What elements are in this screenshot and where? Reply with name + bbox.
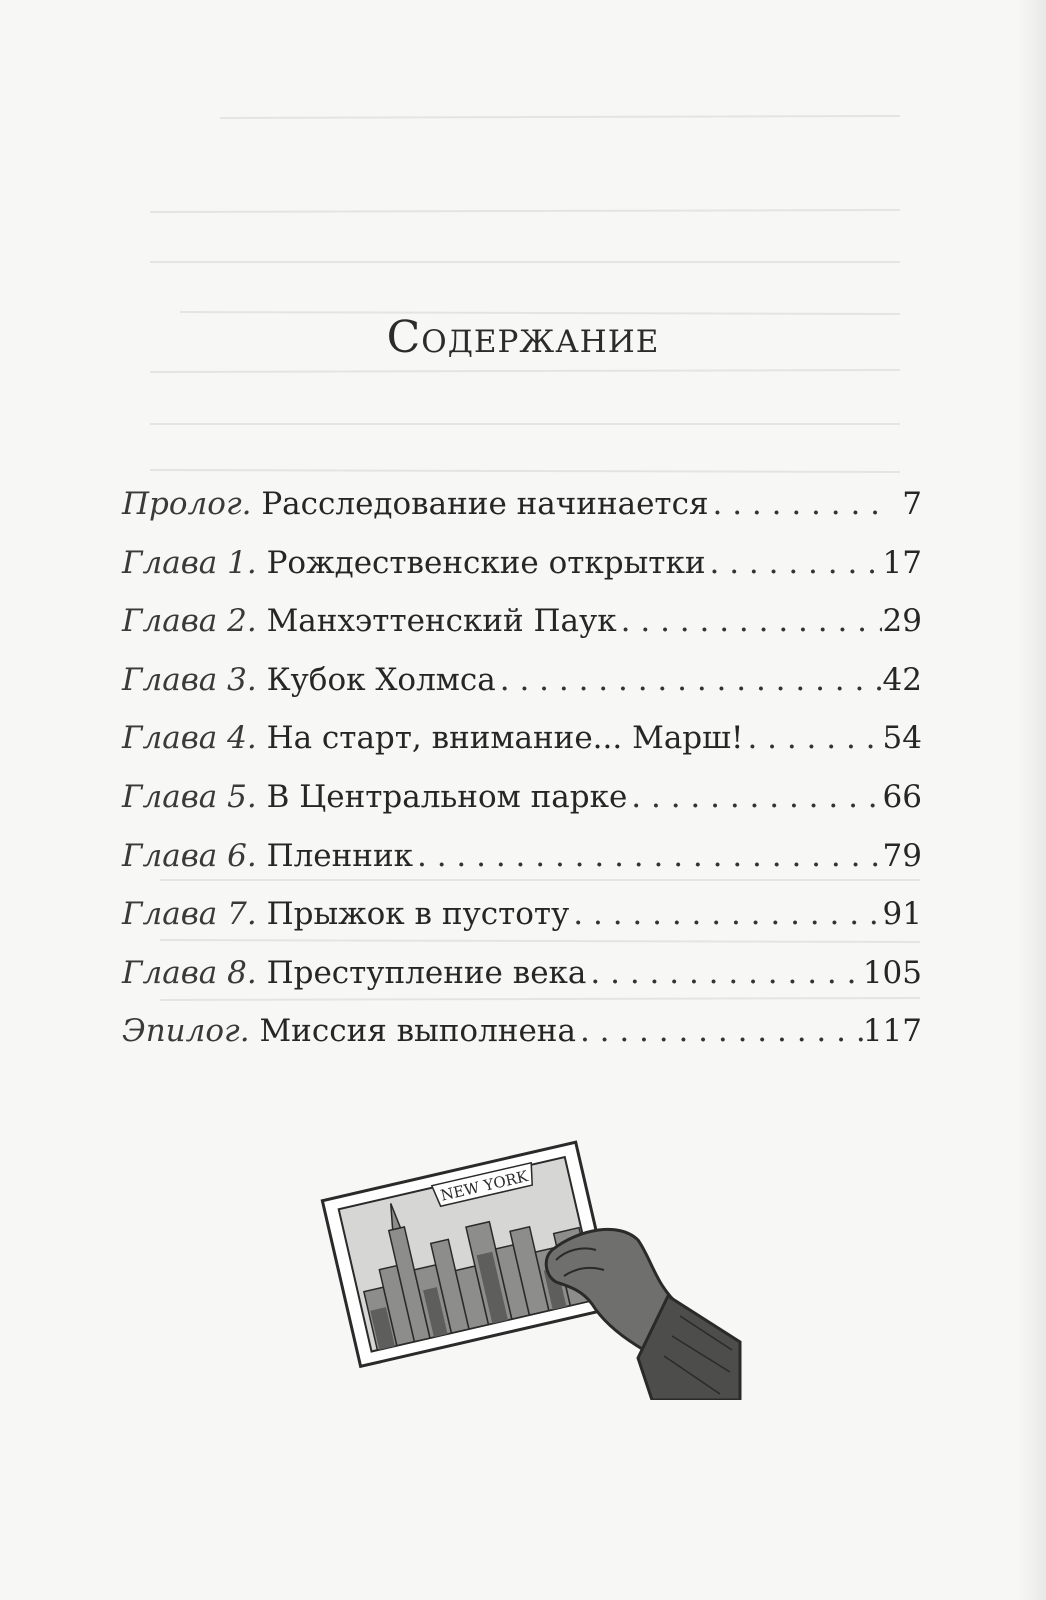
toc-entry-title: Пленник — [266, 837, 413, 874]
toc-entry-chapter-2[interactable] — [122, 603, 922, 662]
toc-entry-title: На старт, внимание... Марш! — [266, 720, 744, 757]
toc-leader-dots — [706, 545, 883, 581]
toc-entry-title: Преступление века — [266, 954, 587, 991]
toc-entry-label: Глава 1. — [122, 544, 257, 581]
toc-entry-label: Глава 4. — [122, 720, 257, 757]
page-edge-shadow — [1018, 0, 1046, 1600]
toc-leader-dots — [586, 955, 862, 991]
toc-entry-page: 42 — [882, 661, 922, 698]
toc-leader-dots — [743, 720, 882, 756]
toc-entry-title: Манхэттенский Паук — [266, 603, 617, 640]
toc-leader-dots — [413, 838, 882, 874]
toc-entry-label: Глава 6. — [122, 837, 257, 874]
toc-entry-chapter-8[interactable] — [122, 955, 922, 1014]
postcard-text: NEW YORK — [438, 1167, 530, 1205]
toc-entry-title: В Центральном парке — [266, 778, 628, 815]
toc-leader-dots — [617, 603, 882, 639]
toc-entry-title: Кубок Холмса — [266, 661, 496, 698]
toc-entry-page: 117 — [862, 1013, 922, 1050]
toc-entry-chapter-1[interactable] — [122, 545, 922, 604]
toc-entry-page: 29 — [882, 603, 922, 640]
toc-entry-title: Расследование начинается — [261, 486, 709, 522]
toc-entry-chapter-4[interactable] — [122, 720, 922, 779]
toc-entry-label: Пролог. — [122, 486, 252, 522]
toc-leader-dots — [496, 662, 882, 698]
toc-leader-dots — [569, 896, 882, 932]
toc-entry-title: Миссия выполнена — [259, 1013, 576, 1050]
toc-entry-page: 79 — [882, 837, 922, 874]
toc-entry-page: 7 — [902, 486, 922, 522]
toc-entry-chapter-3[interactable] — [122, 662, 922, 721]
toc-entry-chapter-6[interactable] — [122, 838, 922, 897]
toc-entry-prologue[interactable] — [122, 486, 922, 545]
toc-entry-label: Эпилог. — [122, 1013, 250, 1050]
toc-entry-label: Глава 7. — [122, 896, 257, 933]
toc-leader-dots — [627, 779, 882, 815]
page-title: Содержание — [386, 312, 660, 363]
toc-leader-dots — [709, 486, 883, 522]
toc-entry-page: 54 — [882, 720, 922, 757]
toc-entry-title: Рождественские открытки — [266, 544, 706, 581]
toc-entry-epilogue[interactable] — [122, 1013, 922, 1072]
toc-entry-label: Глава 5. — [122, 778, 257, 815]
toc-entry-page: 17 — [882, 544, 922, 581]
toc-entry-title: Прыжок в пустоту — [266, 896, 570, 933]
toc-entry-page: 91 — [882, 896, 922, 933]
toc-entry-chapter-5[interactable] — [122, 779, 922, 838]
table-of-contents — [122, 486, 922, 1072]
postcard-in-hand-icon — [320, 1110, 750, 1400]
toc-leader-dots — [576, 1013, 863, 1049]
toc-entry-label: Глава 2. — [122, 603, 257, 640]
toc-entry-label: Глава 8. — [122, 954, 257, 991]
toc-entry-label: Глава 3. — [122, 661, 257, 698]
toc-entry-page: 105 — [862, 954, 922, 991]
toc-entry-page: 66 — [882, 778, 922, 815]
toc-entry-chapter-7[interactable] — [122, 896, 922, 955]
